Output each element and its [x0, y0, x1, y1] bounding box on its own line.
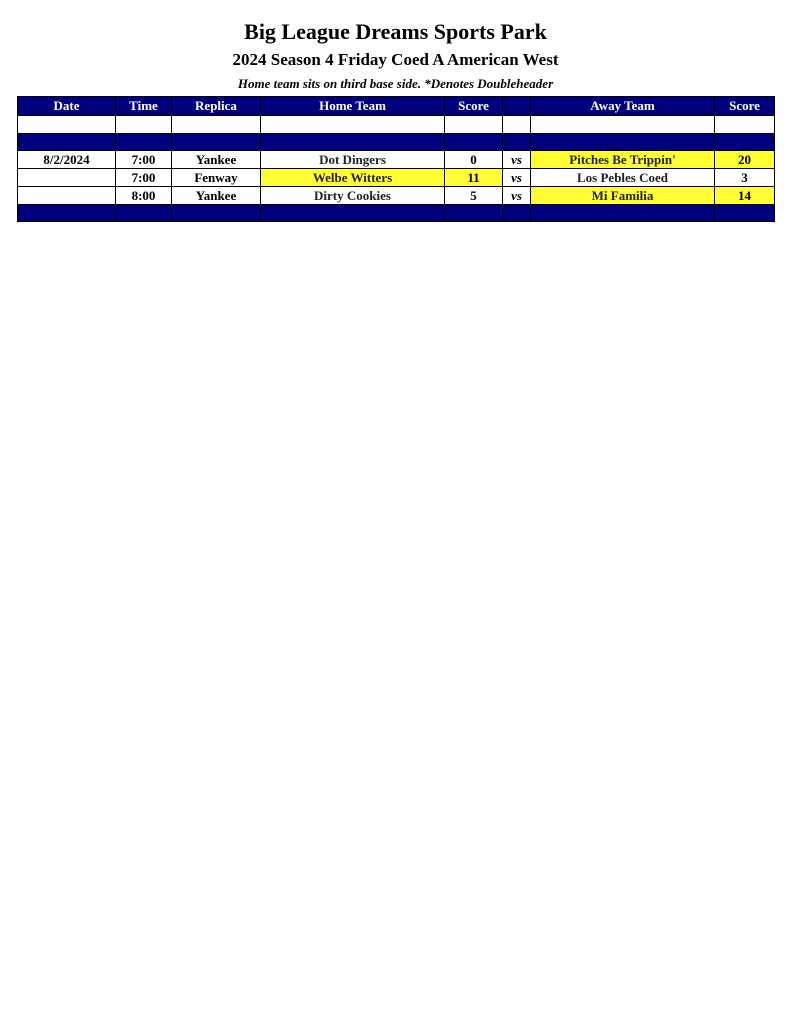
game-date: [18, 187, 116, 205]
column-header-home-team: Home Team: [261, 97, 445, 116]
blank-cell: [715, 116, 775, 134]
home-team: Welbe Witters: [261, 169, 445, 187]
blank-cell: [261, 116, 445, 134]
home-score: 11: [445, 169, 503, 187]
game-replica: Fenway: [172, 169, 261, 187]
schedule-table: [17, 96, 775, 222]
column-header-time: Time: [116, 97, 172, 116]
away-team: Mi Familia: [531, 187, 715, 205]
column-header-date: Date: [18, 97, 116, 116]
blank-row: [18, 116, 775, 134]
divider-cell: [503, 134, 531, 151]
away-team: Pitches Be Trippin': [531, 151, 715, 169]
divider-cell: [715, 134, 775, 151]
home-score: 5: [445, 187, 503, 205]
blank-cell: [445, 116, 503, 134]
page-subtitle: 2024 Season 4 Friday Coed A American West: [232, 50, 559, 69]
table-row: [18, 169, 775, 187]
blank-cell: [116, 116, 172, 134]
page-title: Big League Dreams Sports Park: [244, 19, 547, 44]
divider-cell: [531, 205, 715, 222]
game-date: [18, 169, 116, 187]
divider-cell: [445, 134, 503, 151]
divider-cell: [116, 205, 172, 222]
divider-cell: [172, 205, 261, 222]
divider-cell: [18, 205, 116, 222]
column-header-vs: [503, 97, 531, 116]
column-header-away-team: Away Team: [531, 97, 715, 116]
away-score: 3: [715, 169, 775, 187]
divider-row: [18, 134, 775, 151]
divider-cell: [445, 205, 503, 222]
game-time: 7:00: [116, 151, 172, 169]
page-note: Home team sits on third base side. *Denotes Doubleheader: [237, 76, 554, 91]
divider-row: [18, 205, 775, 222]
home-team: Dirty Cookies: [261, 187, 445, 205]
divider-cell: [531, 134, 715, 151]
divider-cell: [503, 205, 531, 222]
header-row: [18, 97, 775, 116]
game-date: 8/2/2024: [18, 151, 116, 169]
away-score: 14: [715, 187, 775, 205]
game-time: 7:00: [116, 169, 172, 187]
divider-cell: [18, 134, 116, 151]
divider-cell: [715, 205, 775, 222]
vs-label: vs: [503, 151, 531, 169]
home-score: 0: [445, 151, 503, 169]
game-time: 8:00: [116, 187, 172, 205]
blank-cell: [503, 116, 531, 134]
divider-cell: [261, 205, 445, 222]
divider-cell: [172, 134, 261, 151]
divider-cell: [116, 134, 172, 151]
table-row: [18, 151, 775, 169]
away-team: Los Pebles Coed: [531, 169, 715, 187]
vs-label: vs: [503, 187, 531, 205]
column-header-replica: Replica: [172, 97, 261, 116]
blank-cell: [172, 116, 261, 134]
vs-label: vs: [503, 169, 531, 187]
column-header-home-score: Score: [445, 97, 503, 116]
away-score: 20: [715, 151, 775, 169]
game-replica: Yankee: [172, 151, 261, 169]
column-header-away-score: Score: [715, 97, 775, 116]
blank-cell: [18, 116, 116, 134]
divider-cell: [261, 134, 445, 151]
table-row: [18, 187, 775, 205]
blank-cell: [531, 116, 715, 134]
game-replica: Yankee: [172, 187, 261, 205]
home-team: Dot Dingers: [261, 151, 445, 169]
